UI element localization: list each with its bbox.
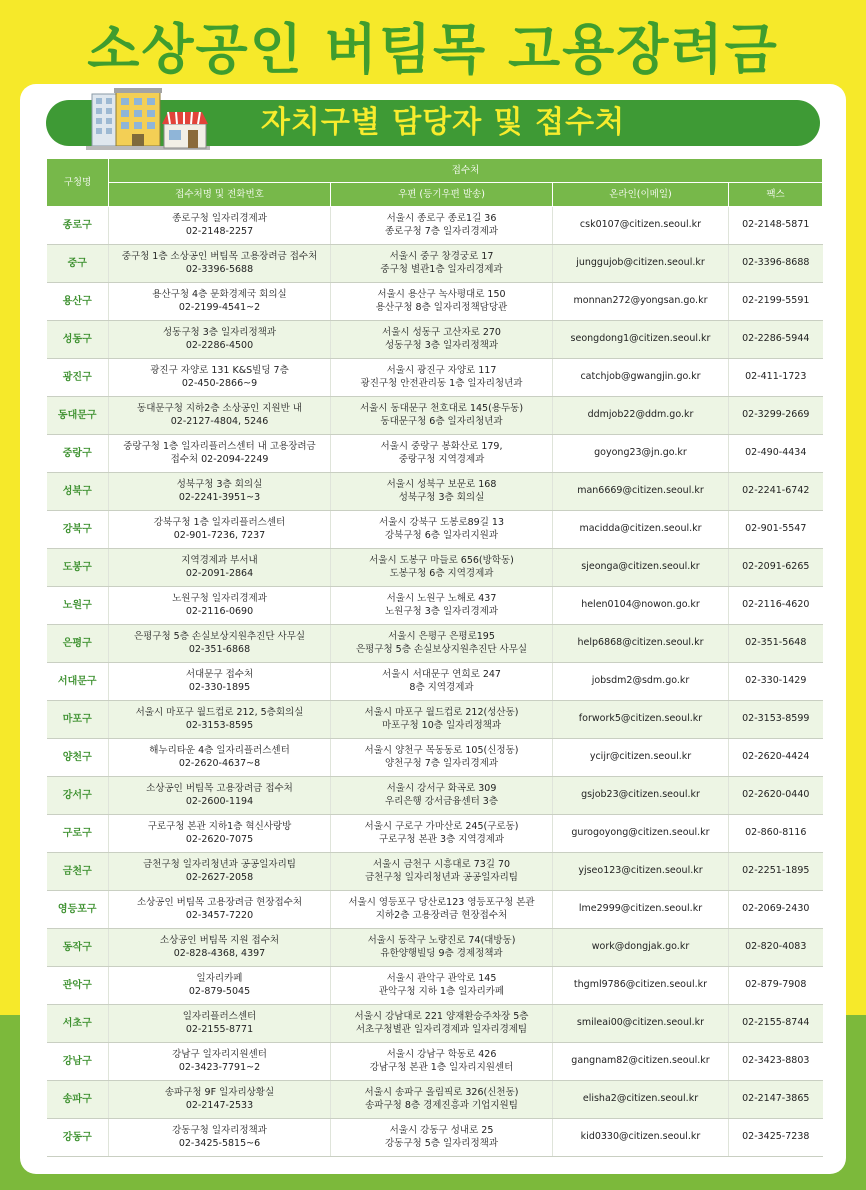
district-name: 강남구 — [47, 1043, 109, 1081]
visit-line: 02-330-1895 — [188, 681, 251, 693]
district-name: 용산구 — [47, 283, 109, 321]
visit-info — [109, 815, 331, 853]
table-row — [47, 549, 823, 587]
mail-line: 서울시 노원구 노해로 437 — [386, 592, 497, 604]
mail-line: 노원구청 3층 일자리경제과 — [384, 605, 499, 617]
table-row — [47, 1081, 823, 1119]
visit-line: 02-2600-1194 — [185, 795, 254, 807]
district-name: 중랑구 — [47, 435, 109, 473]
visit-line: 은평구청 5층 손실보상지원추진단 사무실 — [133, 630, 306, 642]
visit-line: 02-2620-4637~8 — [178, 757, 261, 769]
visit-line: 강북구청 1층 일자리플러스센터 — [153, 516, 286, 528]
mail-address — [331, 929, 553, 967]
table-body — [47, 207, 823, 1157]
header-district: 구청명 — [47, 159, 109, 207]
fax-number: 02-3423-8803 — [729, 1043, 823, 1081]
visit-info — [109, 929, 331, 967]
visit-line: 02-828-4368, 4397 — [173, 947, 266, 959]
mail-line: 서울시 성북구 보문로 168 — [386, 478, 497, 490]
visit-line: 02-879-5045 — [188, 985, 251, 997]
mail-line: 서초구청별관 일자리경제과 일자리경제팀 — [355, 1023, 528, 1035]
visit-line: 노원구청 일자리경제과 — [172, 592, 267, 604]
email-address[interactable]: catchjob@gwangjin.go.kr — [553, 359, 729, 397]
mail-address — [331, 473, 553, 511]
table-row — [47, 815, 823, 853]
visit-line: 02-2155-8771 — [185, 1023, 254, 1035]
visit-line: 02-2199-4541~2 — [178, 301, 261, 313]
visit-line: 종로구청 일자리경제과 — [172, 212, 267, 224]
visit-info — [109, 207, 331, 245]
district-name: 동대문구 — [47, 397, 109, 435]
visit-line: 소상공인 버팀목 고용장려금 접수처 — [146, 782, 293, 794]
visit-line: 성북구청 3층 회의실 — [176, 478, 263, 490]
email-address[interactable]: thgml9786@citizen.seoul.kr — [553, 967, 729, 1005]
email-address[interactable]: junggujob@citizen.seoul.kr — [553, 245, 729, 283]
mail-line: 송파구청 8층 경제진흥과 기업지원팀 — [365, 1099, 518, 1111]
email-address[interactable]: work@dongjak.go.kr — [553, 929, 729, 967]
visit-info — [109, 739, 331, 777]
visit-info — [109, 701, 331, 739]
district-name: 강북구 — [47, 511, 109, 549]
mail-line: 서울시 중랑구 봉화산로 179, — [380, 440, 503, 452]
visit-line: 서울시 마포구 월드컵로 212, 5층회의실 — [135, 706, 304, 718]
mail-line: 우리은행 강서금융센터 3층 — [384, 795, 499, 807]
district-name: 도봉구 — [47, 549, 109, 587]
fax-number: 02-2155-8744 — [729, 1005, 823, 1043]
subtitle-text: 자치구별 담당자 및 접수처 — [260, 105, 626, 140]
table-row — [47, 929, 823, 967]
email-address[interactable]: lme2999@citizen.seoul.kr — [553, 891, 729, 929]
mail-line: 지하2층 고용장려금 현장접수처 — [375, 909, 508, 921]
table-row — [47, 473, 823, 511]
visit-line: 소상공인 버팀목 고용장려금 현장접수처 — [136, 896, 303, 908]
visit-line: 일자리플러스센터 — [182, 1010, 257, 1022]
fax-number: 02-3396-8688 — [729, 245, 823, 283]
mail-address — [331, 587, 553, 625]
visit-info — [109, 967, 331, 1005]
fax-number: 02-3425-7238 — [729, 1119, 823, 1157]
email-address[interactable]: kid0330@citizen.seoul.kr — [553, 1119, 729, 1157]
visit-line: 02-351-6868 — [188, 643, 251, 655]
mail-line: 서울시 강남구 학동로 426 — [386, 1048, 497, 1060]
mail-line: 서울시 은평구 은평로195 — [388, 630, 495, 642]
mail-address — [331, 625, 553, 663]
visit-line: 소상공인 버팀목 지원 접수처 — [159, 934, 280, 946]
visit-line: 02-2091-2864 — [185, 567, 254, 579]
visit-line: 02-3457-7220 — [185, 909, 254, 921]
visit-info — [109, 359, 331, 397]
table-row — [47, 625, 823, 663]
visit-info — [109, 777, 331, 815]
mail-line: 유한양행빌딩 9층 경제정책과 — [380, 947, 503, 959]
mail-line: 서울시 동대문구 천호대로 145(용두동) — [359, 402, 524, 414]
visit-line: 용산구청 4층 문화경제국 회의실 — [152, 288, 287, 300]
email-address[interactable]: ycijr@citizen.seoul.kr — [553, 739, 729, 777]
mail-address — [331, 207, 553, 245]
visit-line: 02-2241-3951~3 — [178, 491, 261, 503]
visit-info — [109, 473, 331, 511]
fax-number: 02-351-5648 — [729, 625, 823, 663]
mail-address — [331, 815, 553, 853]
mail-line: 금천구청 일자리청년과 공공일자리팀 — [365, 871, 518, 883]
visit-info — [109, 397, 331, 435]
visit-line: 해누리타운 4층 일자리플러스센터 — [149, 744, 290, 756]
visit-line: 02-2627-2058 — [185, 871, 254, 883]
table-row — [47, 511, 823, 549]
visit-line: 구로구청 본관 지하1층 혁신사랑방 — [147, 820, 292, 832]
mail-address — [331, 283, 553, 321]
email-address[interactable]: goyong23@jn.go.kr — [553, 435, 729, 473]
mail-address — [331, 967, 553, 1005]
visit-info — [109, 321, 331, 359]
visit-info — [109, 1081, 331, 1119]
table-row — [47, 777, 823, 815]
mail-line: 서울시 서대문구 연희로 247 — [382, 668, 501, 680]
table-row — [47, 435, 823, 473]
header-visit: 접수처명 및 전화번호 — [109, 183, 331, 207]
mail-line: 서울시 양천구 목동동로 105(신정동) — [364, 744, 519, 756]
mail-line: 서울시 강북구 도봉로89길 13 — [378, 516, 504, 528]
visit-info — [109, 663, 331, 701]
fax-number: 02-3153-8599 — [729, 701, 823, 739]
fax-number: 02-2147-3865 — [729, 1081, 823, 1119]
mail-line: 서울시 마포구 월드컵로 212(성산동) — [364, 706, 519, 718]
mail-line: 강동구청 5층 일자리정책과 — [384, 1137, 499, 1149]
mail-address — [331, 435, 553, 473]
mail-line: 서울시 강남대로 221 양재환승주차장 5층 — [354, 1010, 529, 1022]
mail-line: 관악구청 지하 1층 일자리카페 — [378, 985, 505, 997]
table-row — [47, 587, 823, 625]
mail-address — [331, 701, 553, 739]
visit-line: 접수처 02-2094-2249 — [170, 453, 269, 465]
visit-info — [109, 853, 331, 891]
visit-line: 02-2148-2257 — [185, 225, 254, 237]
visit-line: 02-450-2866~9 — [181, 377, 258, 389]
table-row — [47, 359, 823, 397]
header-group: 접수처 — [109, 159, 823, 183]
district-name: 금천구 — [47, 853, 109, 891]
mail-line: 서울시 종로구 종로1길 36 — [386, 212, 497, 224]
mail-line: 서울시 영등포구 당산로123 영등포구청 본관 — [348, 896, 535, 908]
mail-line: 성북구청 3층 회의실 — [398, 491, 485, 503]
mail-line: 서울시 금천구 시흥대로 73길 70 — [372, 858, 511, 870]
shop-icon — [160, 110, 210, 150]
email-address[interactable]: sjeonga@citizen.seoul.kr — [553, 549, 729, 587]
fax-number: 02-2199-5591 — [729, 283, 823, 321]
mail-line: 마포구청 10층 일자리정책과 — [381, 719, 502, 731]
fax-number: 02-820-4083 — [729, 929, 823, 967]
mail-address — [331, 1081, 553, 1119]
fax-number: 02-3299-2669 — [729, 397, 823, 435]
visit-line: 02-901-7236, 7237 — [173, 529, 266, 541]
mail-address — [331, 321, 553, 359]
district-name: 강동구 — [47, 1119, 109, 1157]
district-name: 관악구 — [47, 967, 109, 1005]
mail-line: 서울시 강서구 화곡로 309 — [386, 782, 497, 794]
mail-address — [331, 663, 553, 701]
district-name: 성북구 — [47, 473, 109, 511]
visit-line: 일자리카페 — [196, 972, 243, 984]
visit-line: 02-3425-5815~6 — [178, 1137, 261, 1149]
visit-line: 송파구청 9F 일자리상황실 — [164, 1086, 275, 1098]
visit-info — [109, 1119, 331, 1157]
table-row — [47, 207, 823, 245]
mail-line: 서울시 중구 창경궁로 17 — [389, 250, 494, 262]
table-row — [47, 397, 823, 435]
visit-info — [109, 245, 331, 283]
mail-line: 서울시 용산구 녹사평대로 150 — [377, 288, 506, 300]
header-fax: 팩스 — [729, 183, 823, 207]
visit-line: 02-2127-4804, 5246 — [170, 415, 269, 427]
table-row — [47, 663, 823, 701]
district-name: 구로구 — [47, 815, 109, 853]
mail-address — [331, 549, 553, 587]
fax-number: 02-860-8116 — [729, 815, 823, 853]
table-row — [47, 321, 823, 359]
district-name: 영등포구 — [47, 891, 109, 929]
visit-line: 서대문구 접수처 — [185, 668, 254, 680]
table-row — [47, 245, 823, 283]
district-name: 성동구 — [47, 321, 109, 359]
district-name: 양천구 — [47, 739, 109, 777]
table-row — [47, 891, 823, 929]
mail-line: 중랑구청 지역경제과 — [398, 453, 485, 465]
district-name: 서대문구 — [47, 663, 109, 701]
email-address[interactable]: monnan272@yongsan.go.kr — [553, 283, 729, 321]
mail-line: 서울시 도봉구 마들로 656(방학동) — [369, 554, 514, 566]
visit-line: 02-3153-8595 — [185, 719, 254, 731]
mail-line: 구로구청 본관 3층 지역경제과 — [378, 833, 505, 845]
visit-line: 중랑구청 1층 일자리플러스센터 내 고용장려금 — [123, 440, 316, 452]
visit-info — [109, 435, 331, 473]
email-address[interactable]: gurogoyong@citizen.seoul.kr — [553, 815, 729, 853]
mail-line: 도봉구청 6층 지역경제과 — [389, 567, 494, 579]
mail-line: 서울시 구로구 가마산로 245(구로동) — [364, 820, 519, 832]
visit-info — [109, 511, 331, 549]
visit-info — [109, 625, 331, 663]
mail-address — [331, 891, 553, 929]
email-address[interactable]: jobsdm2@sdm.go.kr — [553, 663, 729, 701]
mail-address — [331, 853, 553, 891]
district-name: 강서구 — [47, 777, 109, 815]
visit-line: 광진구 자양로 131 K&S빌딩 7층 — [150, 364, 289, 376]
visit-line: 02-2116-0690 — [185, 605, 254, 617]
visit-line: 02-3396-5688 — [185, 263, 254, 275]
district-name: 서초구 — [47, 1005, 109, 1043]
email-address[interactable]: gangnam82@citizen.seoul.kr — [553, 1043, 729, 1081]
fax-number: 02-2286-5944 — [729, 321, 823, 359]
mail-line: 8층 지역경제과 — [409, 681, 474, 693]
mail-line: 서울시 송파구 올림픽로 326(신천동) — [364, 1086, 519, 1098]
email-address[interactable]: csk0107@citizen.seoul.kr — [553, 207, 729, 245]
mail-line: 서울시 성동구 고산자로 270 — [382, 326, 501, 338]
mail-line: 동대문구청 6층 일자리청년과 — [380, 415, 503, 427]
mail-address — [331, 397, 553, 435]
visit-line: 02-2147-2533 — [185, 1099, 254, 1111]
visit-line: 강동구청 일자리정책과 — [172, 1124, 267, 1136]
visit-line: 중구청 1층 소상공인 버팀목 고용장려금 접수처 — [121, 250, 318, 262]
table-row — [47, 739, 823, 777]
district-name: 종로구 — [47, 207, 109, 245]
mail-line: 용산구청 8층 일자리정책담당관 — [375, 301, 508, 313]
visit-line: 강남구 일자리지원센터 — [172, 1048, 267, 1060]
table-row — [47, 853, 823, 891]
district-name: 광진구 — [47, 359, 109, 397]
mail-line: 서울시 관악구 관악로 145 — [386, 972, 497, 984]
fax-number: 02-2069-2430 — [729, 891, 823, 929]
district-name: 은평구 — [47, 625, 109, 663]
mail-line: 서울시 강동구 성내로 25 — [389, 1124, 494, 1136]
mail-line: 광진구청 안전관리동 1층 일자리청년과 — [360, 377, 523, 389]
mail-address — [331, 511, 553, 549]
district-name: 마포구 — [47, 701, 109, 739]
visit-line: 금천구청 일자리청년과 공공일자리팀 — [143, 858, 296, 870]
visit-info — [109, 283, 331, 321]
fax-number: 02-2148-5871 — [729, 207, 823, 245]
mail-line: 강남구청 본관 1층 일자리지원센터 — [369, 1061, 514, 1073]
table-row — [47, 283, 823, 321]
email-address[interactable]: smileai00@citizen.seoul.kr — [553, 1005, 729, 1043]
header-mail: 우편 (등기우편 발송) — [331, 183, 553, 207]
visit-line: 02-2620-7075 — [185, 833, 254, 845]
email-address[interactable]: forwork5@citizen.seoul.kr — [553, 701, 729, 739]
mail-address — [331, 1119, 553, 1157]
mail-line: 종로구청 7층 일자리경제과 — [384, 225, 499, 237]
visit-line: 성동구청 3층 일자리정책과 — [162, 326, 277, 338]
email-address[interactable]: ddmjob22@ddm.go.kr — [553, 397, 729, 435]
mail-address — [331, 1005, 553, 1043]
visit-line: 02-2286-4500 — [185, 339, 254, 351]
visit-info — [109, 549, 331, 587]
visit-info — [109, 587, 331, 625]
main-title: 소상공인 버팀목 고용장려금 — [87, 18, 779, 81]
email-address[interactable]: yjseo123@citizen.seoul.kr — [553, 853, 729, 891]
table-row — [47, 701, 823, 739]
table-row — [47, 1005, 823, 1043]
visit-line: 지역경제과 부서내 — [181, 554, 258, 566]
table-row — [47, 1043, 823, 1081]
fax-number: 02-901-5547 — [729, 511, 823, 549]
district-name: 동작구 — [47, 929, 109, 967]
fax-number: 02-2620-4424 — [729, 739, 823, 777]
fax-number: 02-330-1429 — [729, 663, 823, 701]
mail-line: 중구청 별관1층 일자리경제과 — [380, 263, 503, 275]
header-online: 온라인(이메일) — [553, 183, 729, 207]
fax-number: 02-411-1723 — [729, 359, 823, 397]
email-address[interactable]: macidda@citizen.seoul.kr — [553, 511, 729, 549]
fax-number: 02-2620-0440 — [729, 777, 823, 815]
fax-number: 02-2091-6265 — [729, 549, 823, 587]
email-address[interactable]: help6868@citizen.seoul.kr — [553, 625, 729, 663]
visit-info — [109, 1043, 331, 1081]
district-name: 노원구 — [47, 587, 109, 625]
mail-line: 은평구청 5층 손실보상지원추진단 사무실 — [355, 643, 528, 655]
fax-number: 02-2116-4620 — [729, 587, 823, 625]
visit-info — [109, 891, 331, 929]
email-address[interactable]: elisha2@citizen.seoul.kr — [553, 1081, 729, 1119]
mail-line: 서울시 동작구 노량진로 74(대방동) — [367, 934, 516, 946]
district-name: 중구 — [47, 245, 109, 283]
mail-address — [331, 777, 553, 815]
mail-line: 서울시 광진구 자양로 117 — [386, 364, 497, 376]
district-name: 송파구 — [47, 1081, 109, 1119]
visit-line: 02-3423-7791~2 — [178, 1061, 261, 1073]
fax-number: 02-2241-6742 — [729, 473, 823, 511]
fax-number: 02-879-7908 — [729, 967, 823, 1005]
table-row — [47, 1119, 823, 1157]
table-row — [47, 967, 823, 1005]
email-address[interactable]: man6669@citizen.seoul.kr — [553, 473, 729, 511]
mail-address — [331, 359, 553, 397]
fax-number: 02-490-4434 — [729, 435, 823, 473]
mail-address — [331, 739, 553, 777]
email-address[interactable]: helen0104@nowon.go.kr — [553, 587, 729, 625]
email-address[interactable]: seongdong1@citizen.seoul.kr — [553, 321, 729, 359]
visit-info — [109, 1005, 331, 1043]
contact-table — [46, 158, 823, 1157]
mail-line: 강북구청 6층 일자리지원과 — [384, 529, 499, 541]
visit-line: 동대문구청 지하2층 소상공인 지원반 내 — [137, 402, 302, 414]
email-address[interactable]: gsjob23@citizen.seoul.kr — [553, 777, 729, 815]
fax-number: 02-2251-1895 — [729, 853, 823, 891]
mail-line: 성동구청 3층 일자리정책과 — [384, 339, 499, 351]
mail-line: 양천구청 7층 일자리경제과 — [384, 757, 499, 769]
mail-address — [331, 1043, 553, 1081]
mail-address — [331, 245, 553, 283]
